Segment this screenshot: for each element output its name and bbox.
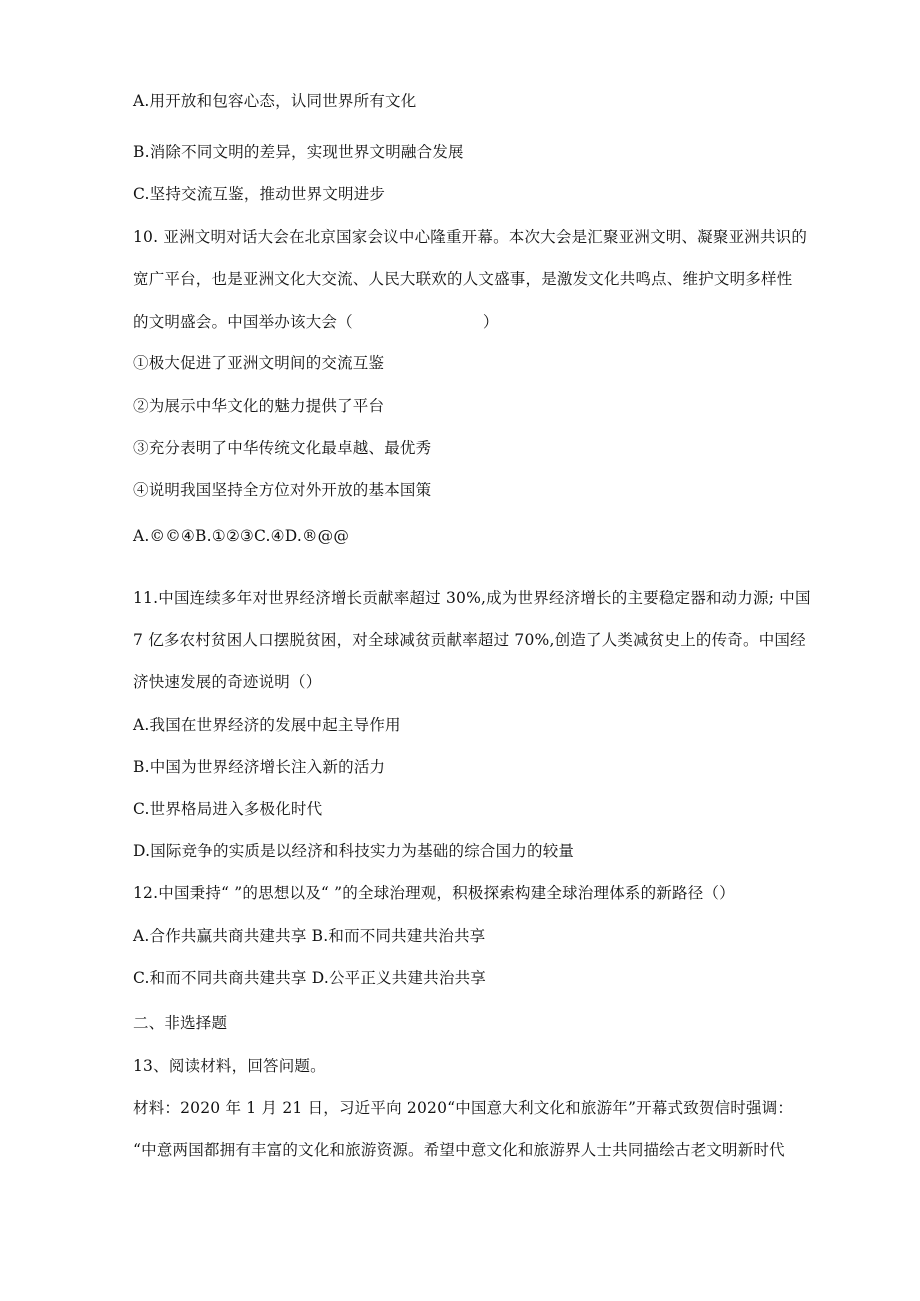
q13-stem: 13、阅读材料，回答问题。 (133, 1057, 326, 1075)
q11-stem-line-1: 11.中国连续多年对世界经济增长贡献率超过 30%,成为世界经济增长的主要稳定器和动力源; 中国 (133, 589, 811, 607)
q12-options-line-2: C.和而不同共商共建共享 D.公平正义共建共治共享 (133, 969, 486, 987)
q11-option-c: C.世界格局进入多极化时代 (133, 800, 323, 818)
q12-stem: 12.中国秉持“ ”的思想以及“ ”的全球治理观，积极探索构建全球治理体系的新路径（） (133, 884, 735, 902)
q13-material-line-2: “中意两国都拥有丰富的文化和旅游资源。希望中意文化和旅游界人士共同描绘古老文明新时代 (133, 1141, 785, 1159)
q10-item-3: ③充分表明了中华传统文化最卓越、最优秀 (133, 439, 432, 457)
q11-stem-line-2: 7 亿多农村贫困人口摆脱贫困，对全球减贫贡献率超过 70%,创造了人类减贫史上的传奇。中国经 (133, 631, 806, 649)
q10-stem-line-2: 宽广平台，也是亚洲文化大交流、人民大联欢的人文盛事，是激发文化共鸣点、维护文明多样性 (133, 270, 793, 288)
q10-stem-line-3-start: 的文明盛会。中国举办该大会（ (133, 313, 353, 331)
q9-option-c: C.坚持交流互鉴，推动世界文明进步 (133, 185, 386, 203)
q9-option-b: B.消除不同文明的差异，实现世界文明融合发展 (133, 143, 464, 161)
q10-item-1: ①极大促进了亚洲文明间的交流互鉴 (133, 354, 385, 372)
section-heading: 二、非选择题 (133, 1014, 228, 1032)
q10-stem-line-1: 10. 亚洲文明对话大会在北京国家会议中心隆重开幕。本次大会是汇聚亚洲文明、凝聚亚洲共识的 (133, 228, 808, 246)
q12-options-line-1: A.合作共赢共商共建共享 B.和而不同共建共治共享 (133, 927, 486, 945)
q11-option-b: B.中国为世界经济增长注入新的活力 (133, 758, 386, 776)
q10-stem-line-3 (133, 311, 499, 333)
q10-stem-line-3-end: ） (482, 313, 499, 331)
q11-option-d: D.国际竞争的实质是以经济和科技实力为基础的综合国力的较量 (133, 842, 575, 860)
q13-material-line-1: 材料：2020 年 1 月 21 日，习近平向 2020“中国意大利文化和旅游年”开幕式致贺信时强调： (133, 1099, 794, 1117)
q9-option-a: A.用开放和包容心态，认同世界所有文化 (133, 92, 417, 110)
q11-option-a: A.我国在世界经济的发展中起主导作用 (133, 716, 401, 734)
q10-item-4: ④说明我国坚持全方位对外开放的基本国策 (133, 481, 432, 499)
q11-stem-line-3: 济快速发展的奇迹说明（） (133, 673, 322, 691)
q10-item-2: ②为展示中华文化的魅力提供了平台 (133, 397, 385, 415)
q10-options: A.©©④B.①②③C.④D.®@@ (133, 527, 350, 545)
